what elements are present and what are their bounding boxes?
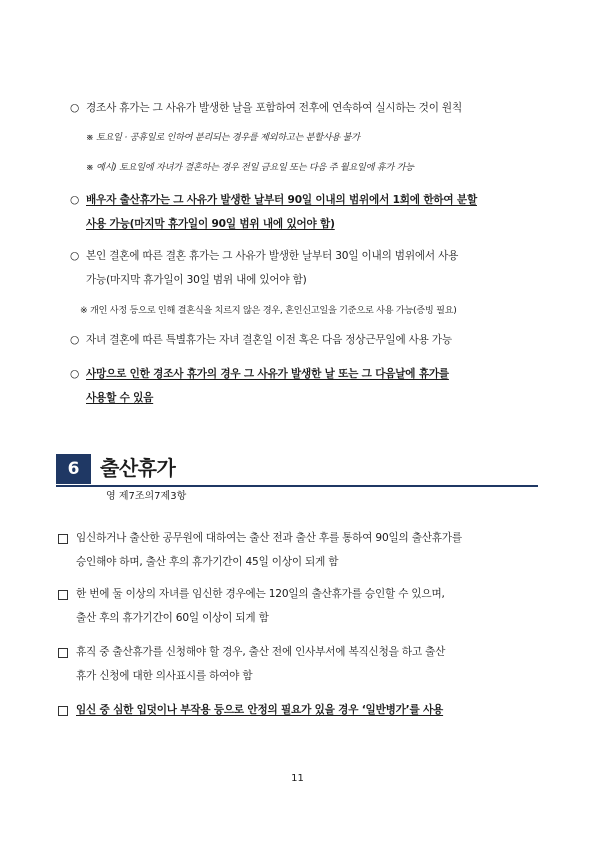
item-text: 휴직 중 출산휴가를 신청해야 할 경우, 출산 전에 인사부서에 복직신청을 하고 출산 — [76, 646, 446, 658]
note-text: ※ 토요일 · 공휴일로 인하여 분리되는 경우를 제외하고는 분할사용 불가 — [86, 132, 360, 143]
bullet-text: 경조사 휴가는 그 사유가 발생한 날을 포함하여 전후에 연속하여 실시하는 것이 원칙 — [86, 102, 462, 114]
section-number: 6 — [56, 454, 91, 484]
section-title: 출산휴가 — [100, 456, 176, 480]
note-text: ※ 개인 사정 등으로 인해 결혼식을 치르지 않은 경우, 혼인신고일을 기준으로 사용 가능(증빙 필요) — [80, 305, 457, 316]
note-text: ※ 예시) 토요일에 자녀가 결혼하는 경우 전일 금요일 또는 다음 주 월요일에 휴가 가능 — [86, 162, 414, 173]
checkbox-square-icon — [58, 590, 68, 600]
section-reference: 영 제7조의7제3항 — [106, 491, 187, 502]
item-text: 휴가 신청에 대한 의사표시를 하여야 함 — [76, 670, 253, 682]
bullet-text-emphasis: 사망으로 인한 경조사 휴가의 경우 그 사유가 발생한 날 또는 그 다음날에 휴가를 — [86, 368, 449, 380]
section-divider — [56, 485, 538, 487]
bullet-circle: ○ — [70, 102, 80, 114]
bullet-text-emphasis: 배우자 출산휴가는 그 사유가 발생한 날부터 90일 이내의 범위에서 1회에 한하여 분할 — [86, 194, 477, 206]
item-text: 한 번에 둘 이상의 자녀를 임신한 경우에는 120일의 출산휴가를 승인할 수 있으며, — [76, 588, 445, 600]
item-text: 임신하거나 출산한 공무원에 대하여는 출산 전과 출산 후를 통하여 90일의 출산휴가를 — [76, 532, 462, 544]
page-number: 11 — [291, 773, 304, 784]
bullet-circle: ○ — [70, 334, 80, 346]
checkbox-square-icon — [58, 534, 68, 544]
bullet-text-emphasis: 사용할 수 있음 — [86, 392, 154, 404]
bullet-circle: ○ — [70, 250, 80, 262]
checkbox-square-icon — [58, 648, 68, 658]
item-text: 출산 후의 휴가기간이 60일 이상이 되게 함 — [76, 612, 269, 624]
bullet-text: 본인 결혼에 따른 결혼 휴가는 그 사유가 발생한 날부터 30일 이내의 범위에서 사용 — [86, 250, 459, 262]
bullet-text: 자녀 결혼에 따른 특별휴가는 자녀 결혼일 이전 혹은 다음 정상근무일에 사용 가능 — [86, 334, 452, 346]
item-text: 승인해야 하며, 출산 후의 휴가기간이 45일 이상이 되게 함 — [76, 556, 339, 568]
bullet-circle: ○ — [70, 368, 80, 380]
bullet-text-emphasis: 사용 가능(마지막 휴가일이 90일 범위 내에 있어야 함) — [86, 218, 335, 230]
item-text-emphasis: 임신 중 심한 입덧이나 부작용 등으로 안정의 필요가 있을 경우 ‘일반병가’를 사용 — [76, 704, 444, 716]
bullet-text: 가능(마지막 휴가일이 30일 범위 내에 있어야 함) — [86, 274, 307, 286]
bullet-circle: ○ — [70, 194, 80, 206]
checkbox-square-icon — [58, 706, 68, 716]
